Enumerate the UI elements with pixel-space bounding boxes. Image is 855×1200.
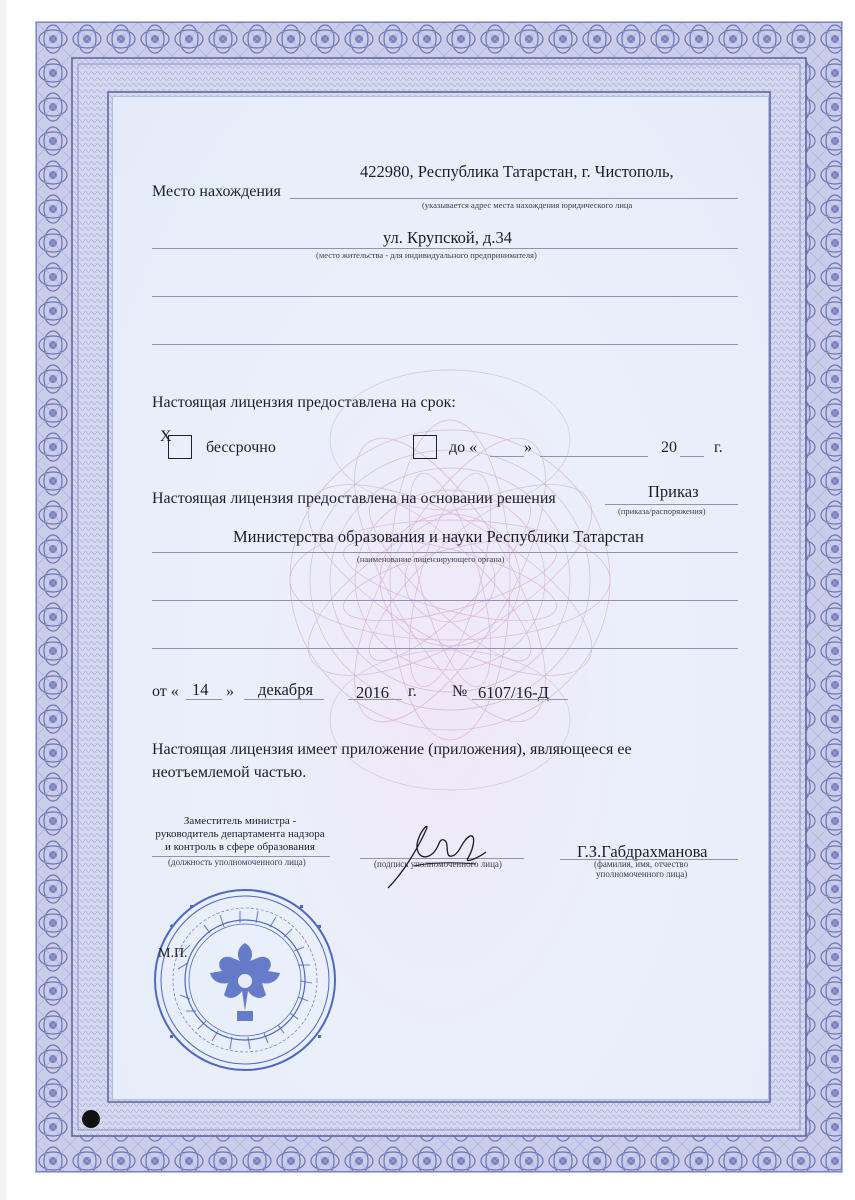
address-label: Место нахождения <box>152 183 281 200</box>
number-rule <box>472 699 568 700</box>
basis-authority-caption: (наименование лицензирующего органа) <box>357 554 505 564</box>
address-line-2: ул. Крупской, д.34 <box>383 228 512 247</box>
date-year-suffix: г. <box>408 683 417 700</box>
basis-authority-rule <box>152 552 738 553</box>
address-rule-2 <box>152 248 738 249</box>
indefinite-label: бессрочно <box>206 439 276 456</box>
address-rule-4 <box>152 344 738 345</box>
until-year-suffix: г. <box>714 439 723 456</box>
date-quote-close: » <box>226 683 234 700</box>
appendix-line-2: неотъемлемой частью. <box>152 764 307 781</box>
appendix-line-1: Настоящая лицензия имеет приложение (приложения), являющееся ее <box>152 741 632 758</box>
name-caption-2: уполномоченного лица) <box>596 869 688 879</box>
name-caption-1: (фамилия, имя, отчество <box>594 859 689 869</box>
address-line-1: 422980, Республика Татарстан, г. Чистополь, <box>360 162 674 181</box>
signatory-name: Г.З.Габдрахманова <box>577 842 708 861</box>
until-checkbox <box>413 435 437 459</box>
license-number: 6107/16-Д <box>478 683 549 702</box>
date-month: декабря <box>258 680 314 699</box>
signatory-position <box>140 815 340 854</box>
basis-doc-rule <box>605 504 738 505</box>
until-year-prefix: 20 <box>661 439 677 456</box>
basis-doc-caption: (приказа/распоряжения) <box>618 506 706 516</box>
position-line-2: руководитель департамента надзора <box>155 828 325 840</box>
date-day: 14 <box>192 680 209 699</box>
official-seal <box>150 885 340 1075</box>
signature-caption: (подпись уполномоченного лица) <box>374 859 502 869</box>
basis-rule-3 <box>152 648 738 649</box>
until-prefix: до « <box>449 439 478 456</box>
until-day-rule <box>490 456 524 457</box>
address-caption-2: (место жительства - для индивидуального предпринимателя) <box>316 250 537 260</box>
date-prefix: от « <box>152 683 179 700</box>
date-year: 2016 <box>356 683 389 702</box>
indefinite-checkmark: X <box>160 428 172 445</box>
punch-hole <box>82 1110 100 1128</box>
term-label: Настоящая лицензия предоставлена на срок: <box>152 394 456 411</box>
until-month-rule <box>540 456 648 457</box>
basis-label: Настоящая лицензия предоставлена на основании решения <box>152 490 556 507</box>
stamp-place-mark: М.П. <box>158 946 188 961</box>
address-rule-3 <box>152 296 738 297</box>
scan-edge <box>0 0 6 1200</box>
date-month-rule <box>244 699 324 700</box>
until-year-rule <box>680 456 704 457</box>
address-rule-1 <box>290 198 738 199</box>
date-year-rule <box>348 699 402 700</box>
basis-rule-2 <box>152 600 738 601</box>
position-caption: (должность уполномоченного лица) <box>168 857 306 867</box>
basis-authority: Министерства образования и науки Республики Татарстан <box>233 527 644 546</box>
position-line-3: и контроль в сфере образования <box>165 841 315 853</box>
handwritten-signature <box>378 818 498 898</box>
address-caption-1: (указывается адрес места нахождения юридического лица <box>422 200 633 210</box>
basis-doc-type: Приказ <box>648 482 699 501</box>
until-quote-close: » <box>524 439 532 456</box>
number-sign: № <box>452 683 468 700</box>
date-day-rule <box>186 699 222 700</box>
position-line-1: Заместитель министра - <box>183 815 297 827</box>
